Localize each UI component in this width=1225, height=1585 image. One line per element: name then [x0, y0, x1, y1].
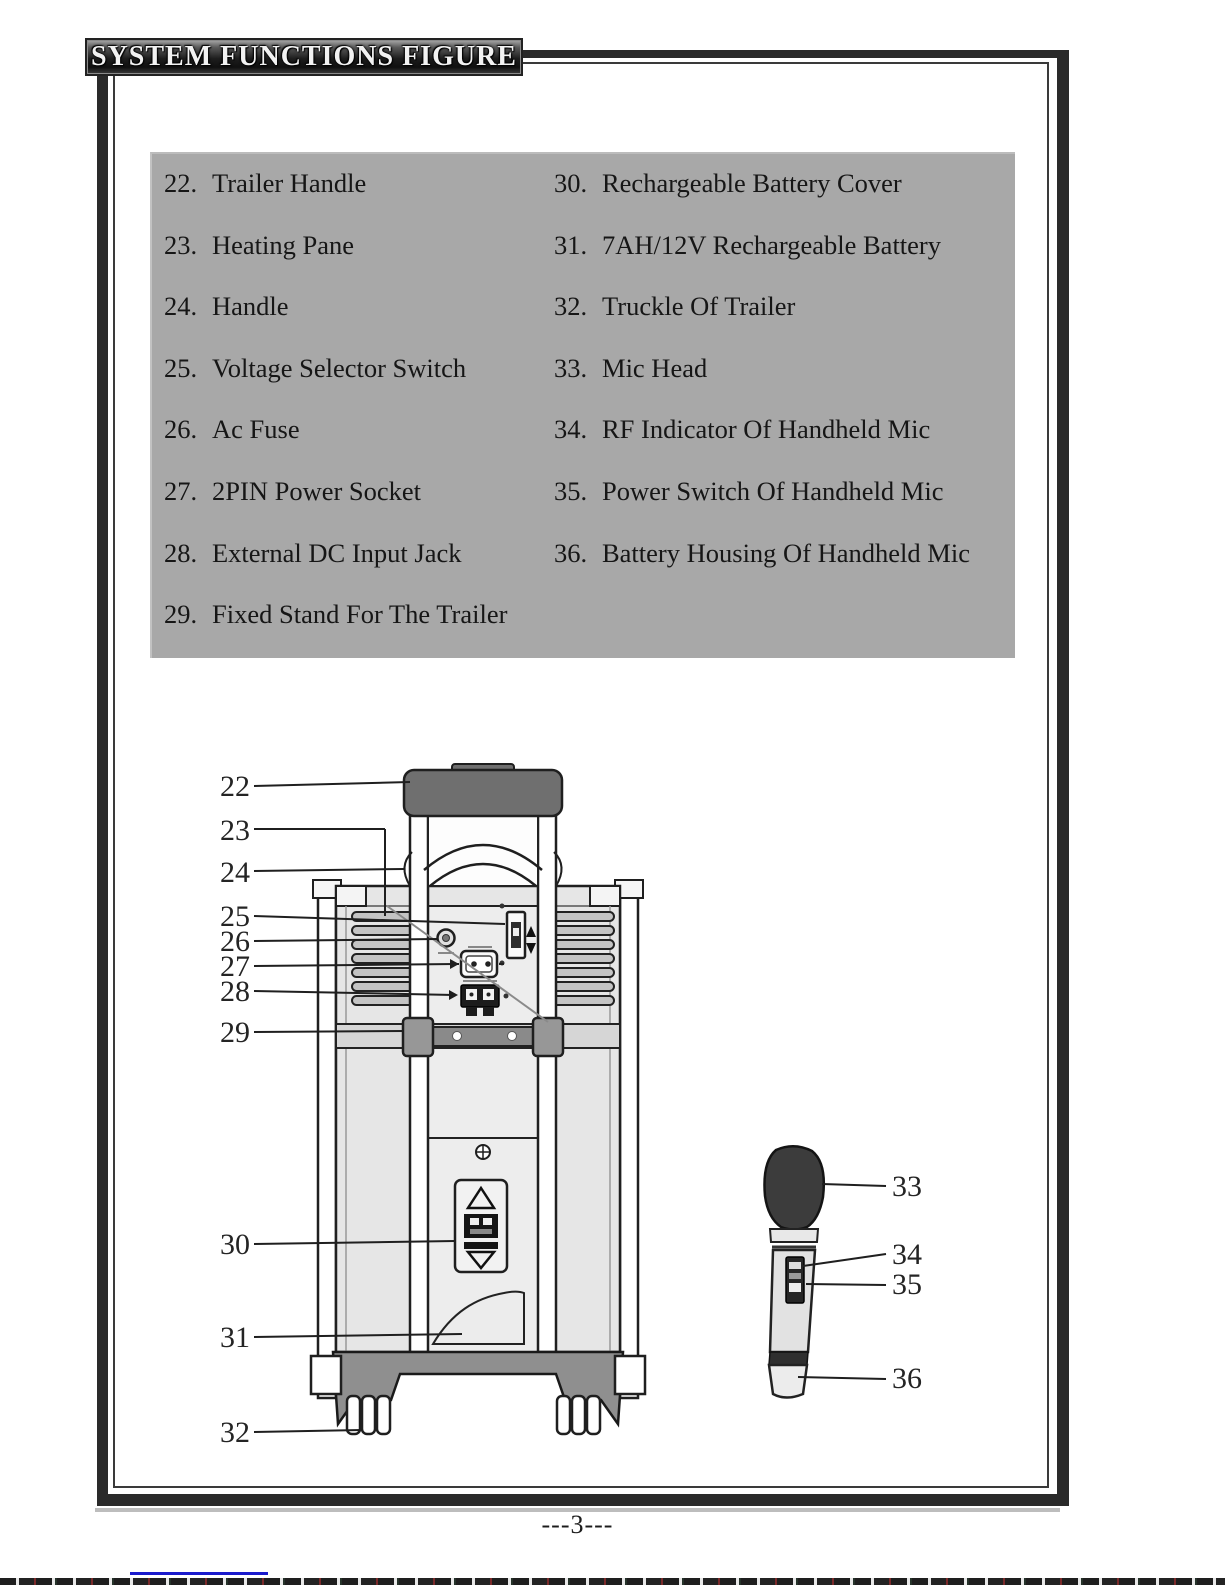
list-item — [164, 414, 554, 476]
mic-head — [764, 1146, 823, 1229]
parts-list-panel — [150, 152, 1015, 658]
callout-34: 34 — [892, 1238, 922, 1271]
page-number: ---3--- — [541, 1510, 614, 1539]
part-number: 30. — [554, 168, 588, 198]
callout-26: 26 — [220, 925, 250, 958]
leader-line-29 — [254, 1031, 404, 1032]
part-number: 28. — [164, 537, 198, 568]
screw-icon — [476, 1145, 490, 1159]
callout-35: 35 — [892, 1268, 922, 1301]
list-item — [554, 230, 1009, 292]
part-label: Ac Fuse — [212, 414, 300, 445]
list-item — [554, 168, 1009, 230]
truckle-wheels — [347, 1396, 600, 1434]
battery-cover — [455, 1180, 507, 1272]
list-item — [164, 599, 554, 661]
blue-underline — [130, 1572, 268, 1575]
parts-list-right-column — [554, 168, 1009, 599]
part-number: 35. — [554, 475, 588, 506]
leader-line-22 — [254, 782, 410, 786]
part-label: Battery Housing Of Handheld Mic — [602, 537, 970, 568]
part-number: 22. — [164, 168, 198, 198]
callout-30: 30 — [220, 1228, 250, 1261]
part-label: Mic Head — [602, 352, 708, 383]
callout-28: 28 — [220, 975, 250, 1008]
list-item — [554, 476, 1009, 538]
leader-line-32 — [254, 1430, 362, 1432]
part-label: Trailer Handle — [212, 168, 367, 198]
part-number: 23. — [164, 229, 198, 260]
handheld-mic-diagram — [764, 1146, 823, 1397]
part-number: 25. — [164, 352, 198, 383]
leader-line-24 — [254, 869, 404, 871]
part-number: 33. — [554, 352, 588, 383]
part-label: Heating Pane — [212, 229, 355, 260]
part-number: 29. — [164, 599, 198, 630]
list-item — [164, 168, 554, 230]
part-number: 34. — [554, 414, 588, 445]
leader-line-36 — [798, 1377, 886, 1379]
mic-callout-numbers — [892, 1170, 922, 1395]
callout-27: 27 — [220, 950, 250, 983]
bottom-dashed-strip — [0, 1578, 1225, 1585]
list-item — [164, 538, 554, 600]
part-label: Voltage Selector Switch — [212, 352, 467, 383]
mic-battery-housing — [769, 1365, 807, 1398]
part-label: 2PIN Power Socket — [212, 475, 422, 506]
page-title: SYSTEM FUNCTIONS FIGURE — [91, 41, 517, 72]
list-item — [554, 353, 1009, 415]
parts-list-left-column — [164, 168, 554, 661]
part-label: Fixed Stand For The Trailer — [212, 599, 508, 630]
callout-23: 23 — [220, 814, 250, 847]
callout-22: 22 — [220, 770, 250, 803]
list-item — [164, 291, 554, 353]
part-number: 26. — [164, 414, 198, 445]
speaker-callout-numbers — [220, 770, 250, 1449]
part-number: 32. — [554, 291, 588, 322]
part-number: 36. — [554, 537, 588, 568]
callout-25: 25 — [220, 900, 250, 933]
leader-line-35 — [806, 1284, 886, 1285]
heating-pane-right — [552, 912, 614, 1005]
speaker-rear-diagram — [311, 764, 645, 1434]
list-item — [164, 353, 554, 415]
part-label: External DC Input Jack — [212, 537, 462, 568]
list-item — [164, 476, 554, 538]
title-banner — [85, 38, 523, 76]
part-label: Handle — [212, 291, 289, 322]
trailer-handle — [404, 764, 562, 816]
part-label: Power Switch Of Handheld Mic — [602, 475, 944, 506]
leader-line-33 — [822, 1184, 886, 1186]
callout-31: 31 — [220, 1321, 250, 1354]
part-number: 31. — [554, 229, 588, 260]
part-number: 27. — [164, 475, 198, 506]
callout-36: 36 — [892, 1362, 922, 1395]
part-label: 7AH/12V Rechargeable Battery — [602, 229, 942, 260]
list-item — [554, 291, 1009, 353]
mic-control-panel — [786, 1257, 804, 1303]
part-number: 24. — [164, 291, 198, 322]
list-item — [554, 538, 1009, 600]
callout-29: 29 — [220, 1016, 250, 1049]
system-functions-figure — [180, 740, 970, 1480]
callout-33: 33 — [892, 1170, 922, 1203]
part-label: Truckle Of Trailer — [602, 291, 796, 322]
list-item — [554, 414, 1009, 476]
list-item — [164, 230, 554, 292]
callout-24: 24 — [220, 856, 250, 889]
part-label: RF Indicator Of Handheld Mic — [602, 414, 931, 445]
part-label: Rechargeable Battery Cover — [602, 168, 902, 198]
callout-32: 32 — [220, 1416, 250, 1449]
